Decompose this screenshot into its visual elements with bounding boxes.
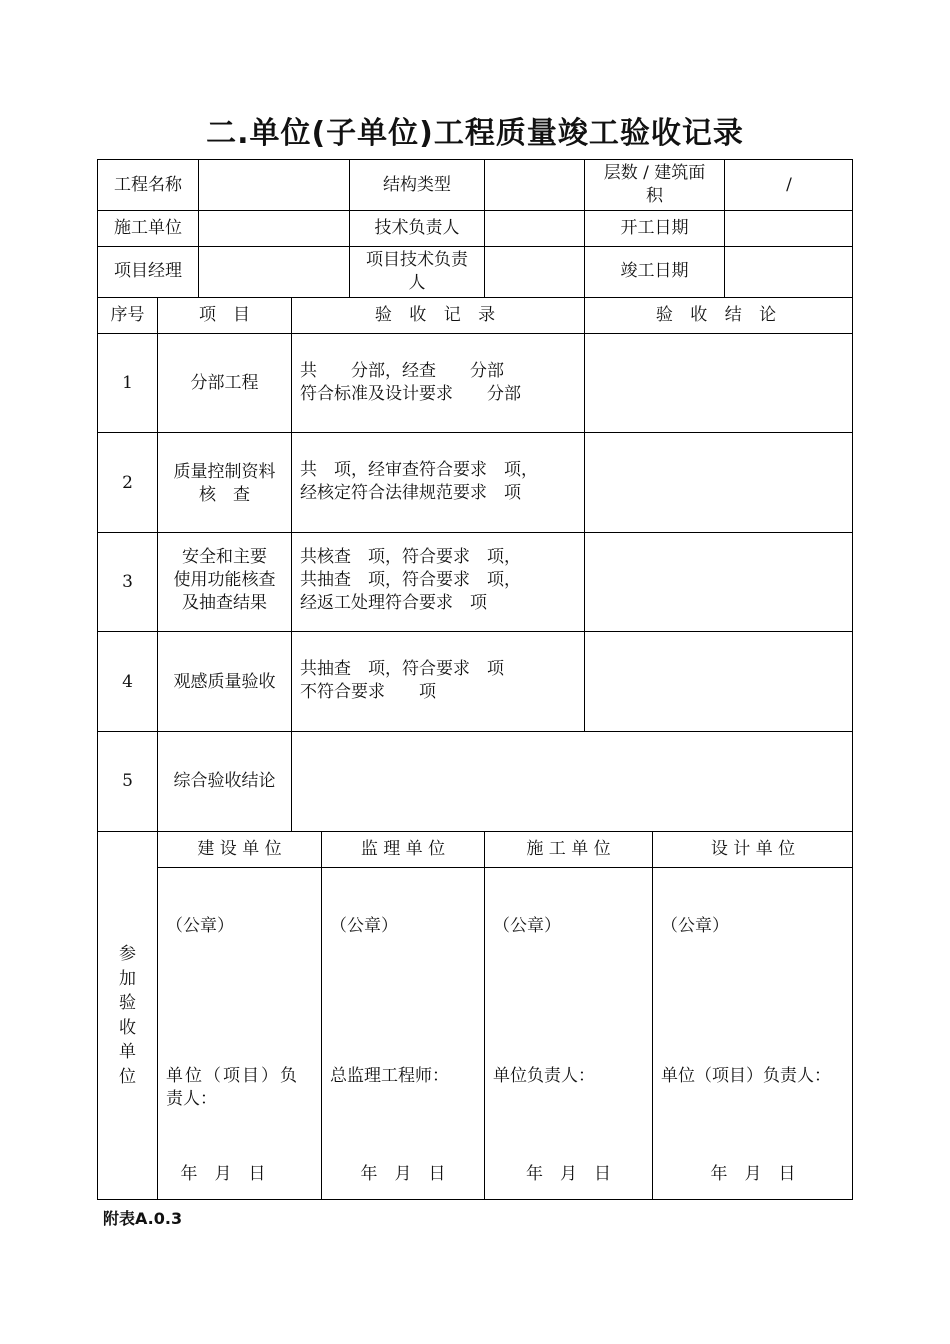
- row-1-record-line: 符合标准及设计要求 分部: [300, 384, 521, 404]
- project-name-label: 工程名称: [114, 175, 182, 195]
- col-header-record: 验 收 记 录: [374, 305, 502, 325]
- row-4-item: [158, 671, 291, 694]
- row-3-conclusion-cell[interactable]: [585, 533, 853, 631]
- floors-area-field[interactable]: /: [786, 175, 792, 195]
- col-divider: [484, 831, 485, 1200]
- row-4-record: [300, 658, 504, 704]
- signer-contractor: [493, 1065, 595, 1088]
- row-divider: [97, 297, 853, 298]
- row-1-record: [300, 360, 521, 406]
- row-3-seq: 3: [122, 572, 133, 592]
- row-1-item-line: 分部工程: [190, 373, 259, 393]
- participants-label-char: 验: [119, 993, 136, 1013]
- row-3-item-line: 安全和主要: [182, 547, 267, 567]
- row-divider: [97, 246, 853, 247]
- date-contractor: 年 月 日: [526, 1164, 611, 1184]
- signer-contractor-line: 单位负责人：: [493, 1066, 595, 1086]
- col-header-conclusion: 验 收 结 论: [655, 305, 783, 325]
- row-4-item-line: 观感质量验收: [173, 672, 276, 692]
- col-header-seq: 序号: [110, 305, 145, 325]
- participants-label: [98, 942, 157, 1089]
- row-2-item-line: 核 查: [199, 485, 250, 505]
- row-4-record-line: 不符合要求 项: [300, 682, 436, 702]
- seal-owner: （公章）: [166, 916, 234, 936]
- unit-header-designer: 设 计 单 位: [710, 839, 796, 859]
- row-4-record-line: 共抽查 项，符合要求 项: [300, 659, 504, 679]
- col-divider: [198, 159, 199, 297]
- participants-label-char: 收: [119, 1017, 136, 1038]
- signer-owner-line: 单位（项目）负: [166, 1066, 299, 1086]
- completion-date-label: 竣工日期: [620, 261, 689, 281]
- row-5-seq: 5: [122, 771, 133, 791]
- col-header-item: 项 目: [199, 305, 250, 325]
- participants-label-char: 位: [119, 1066, 136, 1087]
- row-2-record-line: 共 项，经审查符合要求 项，: [300, 460, 538, 480]
- row-2-conclusion-cell[interactable]: [585, 433, 853, 532]
- seal-contractor: （公章）: [493, 916, 561, 936]
- col-divider: [652, 831, 653, 1200]
- row-5-item-line: 综合验收结论: [173, 771, 276, 791]
- floors-area-label: [585, 162, 724, 208]
- row-3-record-line: 共抽查 项，符合要求 项，: [300, 570, 521, 590]
- participants-label-char: 参: [119, 944, 136, 964]
- row-divider: [97, 831, 853, 832]
- date-supervisor: 年 月 日: [360, 1164, 446, 1184]
- row-2-seq: 2: [122, 473, 133, 493]
- signer-designer: [661, 1065, 831, 1088]
- unit-header-contractor: 施 工 单 位: [526, 839, 611, 859]
- signer-designer-line: 单位（项目）负责人：: [661, 1066, 831, 1086]
- date-owner: 年 月 日: [180, 1164, 266, 1184]
- row-2-item-line: 质量控制资料: [173, 462, 276, 482]
- project-tech-lead-label: [350, 249, 484, 295]
- seal-designer: （公章）: [661, 916, 729, 936]
- page-title: 二.单位(子单位)工程质量竣工验收记录: [206, 116, 744, 151]
- row-3-item: [158, 546, 291, 615]
- row-1-seq: 1: [122, 373, 133, 393]
- appendix-note: 附表A.0.3: [103, 1209, 183, 1228]
- project-tech-lead-label-line1: 项目技术负责: [366, 250, 468, 270]
- row-divider: [97, 210, 853, 211]
- structure-type-label: 结构类型: [383, 175, 451, 195]
- row-5-conclusion-cell[interactable]: [292, 732, 853, 831]
- participants-label-char: 单: [119, 1042, 136, 1062]
- row-1-record-line: 共 分部，经查 分部: [300, 361, 504, 381]
- row-4-conclusion-cell[interactable]: [585, 632, 853, 731]
- unit-header-owner: 建 设 单 位: [197, 839, 282, 859]
- row-4-seq: 4: [122, 672, 133, 692]
- row-divider: [157, 867, 853, 868]
- tech-lead-label: 技术负责人: [374, 218, 460, 238]
- date-designer: 年 月 日: [710, 1164, 796, 1184]
- unit-header-supervisor: 监 理 单 位: [360, 839, 446, 859]
- col-divider: [484, 159, 485, 297]
- signer-owner: [166, 1065, 299, 1111]
- start-date-label: 开工日期: [620, 218, 689, 238]
- row-3-item-line: 及抽查结果: [182, 593, 267, 613]
- row-3-item-line: 使用功能核查: [173, 570, 276, 590]
- row-3-record-line: 共核查 项，符合要求 项，: [300, 547, 521, 567]
- col-divider: [157, 297, 158, 1200]
- contractor-label: 施工单位: [114, 218, 182, 238]
- project-manager-label: 项目经理: [114, 261, 182, 281]
- floors-area-label-line2: 积: [646, 186, 663, 206]
- row-1-conclusion-cell[interactable]: [585, 334, 853, 432]
- row-2-record: [300, 459, 538, 505]
- seal-supervisor: （公章）: [330, 916, 398, 936]
- signer-supervisor-line: 总监理工程师：: [330, 1066, 449, 1086]
- row-2-item: [158, 461, 291, 507]
- participants-label-char: 加: [119, 968, 136, 989]
- signer-owner-line: 责人：: [166, 1089, 217, 1109]
- col-divider: [321, 831, 322, 1200]
- project-tech-lead-label-line2: 人: [408, 273, 426, 293]
- floors-area-label-line1: 层数 / 建筑面: [603, 163, 706, 183]
- row-3-record: [300, 546, 521, 615]
- signer-supervisor: [330, 1065, 449, 1088]
- row-1-item: [158, 372, 291, 395]
- row-2-record-line: 经核定符合法律规范要求 项: [300, 483, 521, 503]
- row-3-record-line: 经返工处理符合要求 项: [300, 593, 487, 613]
- row-5-item: [158, 770, 291, 793]
